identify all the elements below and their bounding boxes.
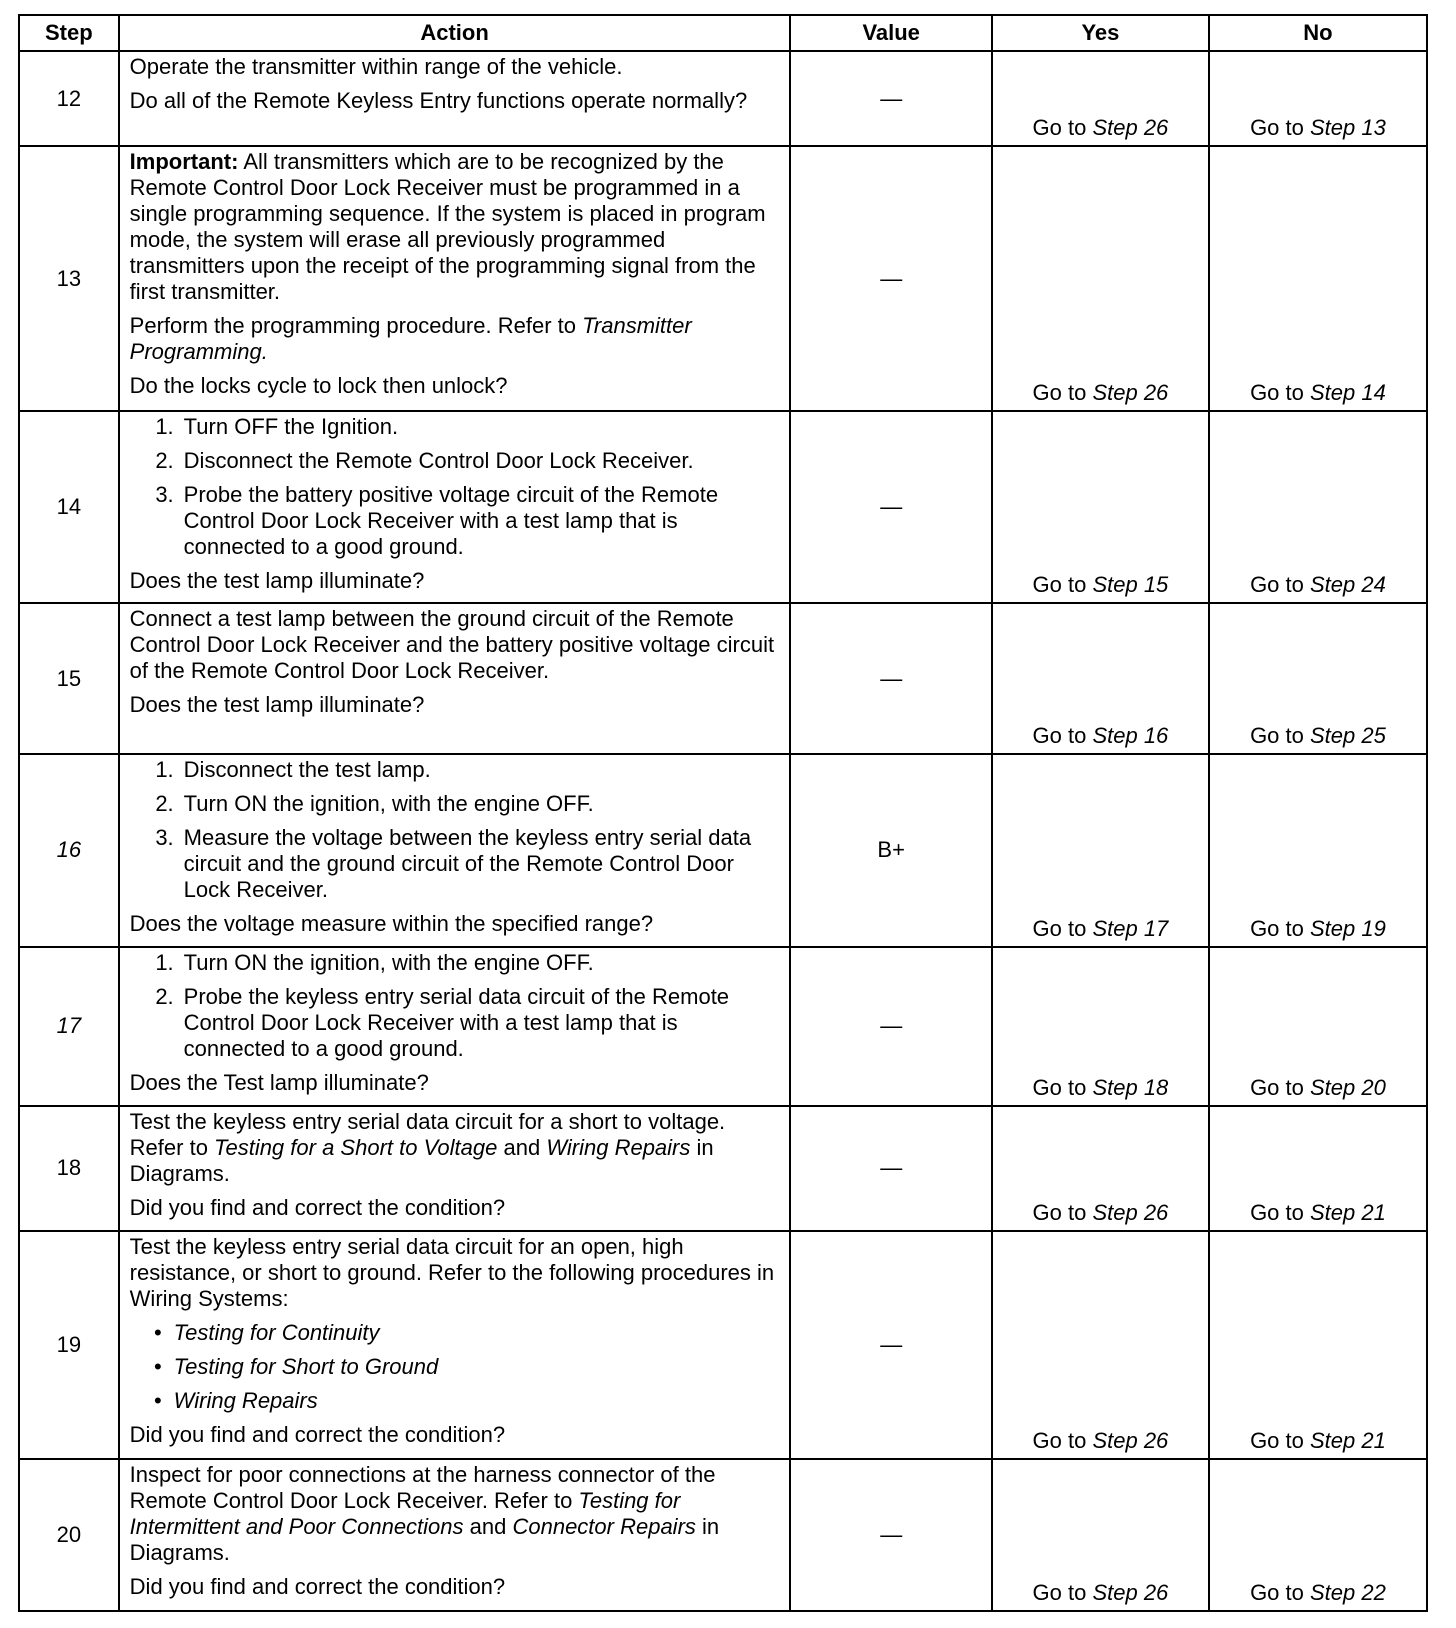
procedure-list (130, 414, 778, 560)
no-cell (1209, 754, 1427, 947)
list-item: 2. Turn ON the ignition, with the engine OFF. (155, 791, 594, 817)
no-step-link[interactable]: Step 20 (1310, 1074, 1386, 1100)
no-step-link[interactable]: Step 14 (1310, 379, 1386, 405)
goto-prefix: Go to (1032, 1074, 1087, 1100)
value-cell: — (790, 947, 991, 1106)
table-row (19, 1106, 1427, 1231)
step-number: 20 (19, 1459, 119, 1611)
yes-step-link[interactable]: Step 16 (1092, 723, 1169, 749)
action-question: Did you find and correct the condition? (129, 1574, 506, 1600)
yes-step-link[interactable]: Step 15 (1092, 572, 1169, 598)
yes-step-link[interactable]: Step 26 (1092, 379, 1169, 405)
step-number: 14 (19, 411, 119, 604)
yes-cell (992, 51, 1209, 146)
reference-link[interactable]: Transmitter Programming. (129, 313, 692, 365)
header-step: Step (19, 15, 119, 51)
diagnostic-table (18, 14, 1428, 1612)
yes-cell (992, 947, 1209, 1106)
goto-prefix: Go to (1032, 1428, 1087, 1454)
no-cell (1209, 947, 1427, 1106)
yes-cell (992, 1459, 1209, 1611)
goto-prefix: Go to (1250, 1074, 1304, 1100)
action-question: Do all of the Remote Keyless Entry functions operate normally? (129, 88, 748, 113)
step-number: 12 (19, 51, 119, 146)
list-item: • Testing for Short to Ground (153, 1353, 439, 1379)
value-cell: — (790, 1106, 991, 1231)
goto-prefix: Go to (1250, 572, 1304, 598)
goto-prefix: Go to (1032, 379, 1087, 405)
goto-prefix: Go to (1032, 1199, 1087, 1225)
no-step-link[interactable]: Step 21 (1310, 1428, 1386, 1454)
no-step-link[interactable]: Step 21 (1310, 1199, 1386, 1225)
table-row (19, 603, 1427, 754)
table-row (19, 1231, 1427, 1460)
no-cell (1209, 1231, 1427, 1460)
no-step-link[interactable]: Step 24 (1310, 572, 1386, 598)
header-row (19, 15, 1427, 51)
value-cell: — (790, 603, 991, 754)
action-text: Test the keyless entry serial data circuit for a short to voltage. Refer to Testing for a Short to Voltage and Wiring Repairs in Diagrams. (129, 1108, 726, 1186)
important-note (130, 149, 778, 305)
value-cell: B+ (790, 754, 991, 947)
no-cell (1209, 411, 1427, 604)
action-cell (119, 411, 791, 604)
reference-link[interactable]: Testing for Short to Ground (173, 1353, 439, 1379)
list-item: 2. Probe the keyless entry serial data circuit of the Remote Control Door Lock Receiver with a test lamp that is connected to a good ground. (155, 983, 730, 1061)
reference-link[interactable]: Testing for a Short to Voltage (214, 1134, 498, 1160)
list-item: • Wiring Repairs (153, 1387, 318, 1413)
action-question: Does the test lamp illuminate? (129, 692, 425, 718)
yes-step-link[interactable]: Step 26 (1092, 115, 1169, 141)
table-row (19, 754, 1427, 947)
action-question: Do the locks cycle to lock then unlock? (129, 373, 508, 399)
goto-prefix: Go to (1032, 572, 1087, 598)
action-cell (119, 1459, 791, 1611)
no-step-link[interactable]: Step 22 (1310, 1580, 1386, 1605)
header-value: Value (790, 15, 991, 51)
step-number: 16 (19, 754, 119, 947)
action-cell (119, 754, 791, 947)
list-item: 1. Turn OFF the Ignition. (155, 413, 399, 439)
step-number: 15 (19, 603, 119, 754)
goto-prefix: Go to (1250, 1428, 1304, 1454)
goto-prefix: Go to (1032, 1580, 1087, 1605)
step-number: 13 (19, 146, 119, 410)
yes-step-link[interactable]: Step 17 (1092, 915, 1169, 941)
action-question: Does the test lamp illuminate? (129, 567, 425, 593)
step-number: 17 (19, 947, 119, 1106)
value-cell: — (790, 411, 991, 604)
list-item: • Testing for Continuity (153, 1319, 380, 1345)
table-row (19, 51, 1427, 146)
goto-prefix: Go to (1032, 915, 1087, 941)
goto-prefix: Go to (1250, 379, 1304, 405)
action-question: Does the Test lamp illuminate? (129, 1069, 429, 1095)
action-text: Inspect for poor connections at the harness connector of the Remote Control Door Lock Receiver. Refer to Testing for Intermittent and Poor Connections and Connector Repairs in Diagrams. (129, 1462, 720, 1566)
action-question: Did you find and correct the condition? (129, 1421, 506, 1447)
list-item: 1. Turn ON the ignition, with the engine OFF. (155, 949, 594, 975)
reference-link[interactable]: Connector Repairs (512, 1514, 696, 1540)
goto-prefix: Go to (1250, 1199, 1304, 1225)
value-cell: — (790, 146, 991, 410)
no-step-link[interactable]: Step 13 (1310, 115, 1386, 141)
important-text: All transmitters which are to be recognized by the Remote Control Door Lock Receiver must be programmed in a single programming sequence. If the system is placed in program mode, the system will erase all previously programmed transmitters upon the receipt of the programming signal from the first transmitter. (129, 149, 766, 305)
yes-step-link[interactable]: Step 26 (1092, 1428, 1169, 1454)
action-text: Test the keyless entry serial data circuit for an open, high resistance, or short to ground. Refer to the following procedures in Wiring Systems: (129, 1233, 775, 1311)
action-cell (119, 1106, 791, 1231)
list-item: 3. Probe the battery positive voltage circuit of the Remote Control Door Lock Receiver with a test lamp that is connected to a good ground. (155, 481, 719, 559)
reference-link[interactable]: Wiring Repairs (173, 1387, 318, 1413)
list-item: 3. Measure the voltage between the keyless entry serial data circuit and the ground circuit of the Remote Control Door Lock Receiver. (155, 825, 752, 903)
yes-cell (992, 754, 1209, 947)
action-cell (119, 603, 791, 754)
table-row (19, 1459, 1427, 1611)
action-cell (119, 1231, 791, 1460)
no-step-link[interactable]: Step 25 (1310, 723, 1386, 749)
table-row (19, 947, 1427, 1106)
reference-link[interactable]: Testing for Intermittent and Poor Connections (129, 1488, 681, 1540)
header-yes: Yes (992, 15, 1209, 51)
yes-step-link[interactable]: Step 18 (1092, 1074, 1169, 1100)
procedure-bullets (130, 1320, 778, 1414)
no-cell (1209, 1459, 1427, 1611)
goto-prefix: Go to (1032, 115, 1087, 141)
reference-link[interactable]: Testing for Continuity (173, 1319, 380, 1345)
no-cell (1209, 146, 1427, 410)
header-action: Action (119, 15, 791, 51)
yes-cell (992, 146, 1209, 410)
yes-step-link[interactable]: Step 26 (1092, 1199, 1169, 1225)
goto-prefix: Go to (1250, 723, 1304, 749)
important-label: Important: (129, 149, 239, 175)
action-question: Does the voltage measure within the specified range? (129, 911, 654, 937)
no-cell (1209, 603, 1427, 754)
yes-cell (992, 603, 1209, 754)
step-number: 18 (19, 1106, 119, 1231)
goto-prefix: Go to (1250, 1580, 1304, 1605)
procedure-list (130, 950, 778, 1062)
goto-prefix: Go to (1250, 915, 1304, 941)
no-step-link[interactable]: Step 19 (1310, 915, 1386, 941)
action-cell (119, 947, 791, 1106)
yes-cell (992, 411, 1209, 604)
value-cell: — (790, 1459, 991, 1611)
list-item: 1. Disconnect the test lamp. (155, 757, 431, 783)
value-cell: — (790, 1231, 991, 1460)
step-number: 19 (19, 1231, 119, 1460)
procedure-list (130, 757, 778, 903)
reference-link[interactable]: Wiring Repairs (546, 1134, 691, 1160)
header-no: No (1209, 15, 1427, 51)
goto-prefix: Go to (1250, 115, 1304, 141)
yes-cell (992, 1231, 1209, 1460)
action-text: Operate the transmitter within range of the vehicle. (129, 54, 623, 79)
action-question: Did you find and correct the condition? (129, 1194, 506, 1220)
yes-cell (992, 1106, 1209, 1231)
action-cell (119, 51, 791, 146)
action-text: Perform the programming procedure. Refer to Transmitter Programming. (129, 313, 692, 365)
action-cell (119, 146, 791, 410)
table-row (19, 146, 1427, 410)
value-cell: — (790, 51, 991, 146)
action-text: Connect a test lamp between the ground circuit of the Remote Control Door Lock Receiver and the battery positive voltage circuit of the Remote Control Door Lock Receiver. (129, 606, 775, 684)
yes-step-link[interactable]: Step 26 (1092, 1580, 1169, 1605)
no-cell (1209, 51, 1427, 146)
goto-prefix: Go to (1032, 723, 1087, 749)
list-item: 2. Disconnect the Remote Control Door Lock Receiver. (155, 447, 694, 473)
no-cell (1209, 1106, 1427, 1231)
table-row (19, 411, 1427, 604)
